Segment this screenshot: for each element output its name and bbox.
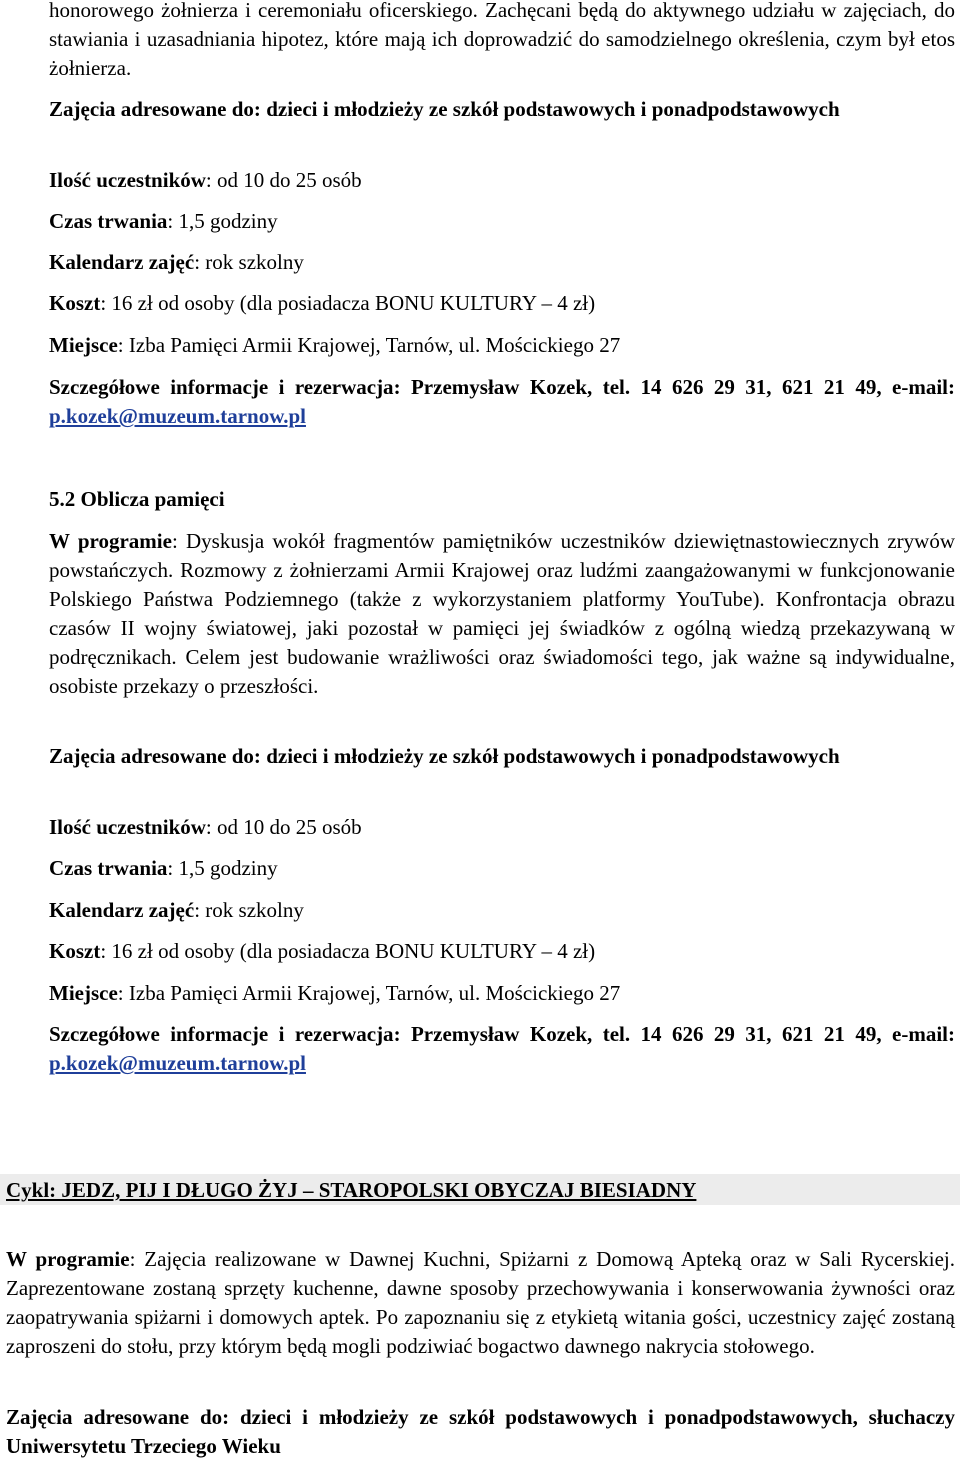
s1-audience <box>49 95 955 124</box>
s1-place-value: : Izba Pamięci Armii Krajowej, Tarnów, ul. Mościckiego 27 <box>117 333 621 357</box>
s2-audience <box>49 742 955 771</box>
s2-program <box>49 527 955 701</box>
s2-cost-label: Koszt <box>49 939 101 963</box>
s2-cost-value: : 16 zł od osoby (dla posiadacza BONU KULTURY – 4 zł) <box>100 939 596 963</box>
s2-program-text: : Dyskusja wokół fragmentów pamiętników uczestników dziewiętnastowiecznych zrywów powstańczych. Rozmowy z żołnierzami Armii Krajowej oraz ludźmi zaangażowanymi w funkcjonowanie Polskiego Państwa Podziemnego (także z wykorzystaniem platformy YouTube). Konfrontacja obrazu czasów II wojny światowej, jaki pozostał w pamięci jej świadków z ogólną wiedzą przekazywaną w podręcznikach. Celem jest budowanie wrażliwości oraz świadomości tego, jak ważne są indywidualne, osobiste przekazy o przeszłości. <box>49 529 955 698</box>
cycle-audience-value: dzieci i młodzieży ze szkół podstawowych i ponadpodstawowych, słuchaczy Uniwersytetu Trzeciego Wieku <box>6 1405 956 1458</box>
s2-calendar-label: Kalendarz zajęć <box>49 898 195 922</box>
s1-cost-label: Koszt <box>49 291 101 315</box>
s2-duration-value: : 1,5 godziny <box>167 856 278 880</box>
cycle-program <box>6 1245 955 1361</box>
s2-participants-label: Ilość uczestników <box>49 815 206 839</box>
s2-duration <box>49 854 278 883</box>
s1-email-link[interactable]: p.kozek@muzeum.tarnow.pl <box>49 404 306 428</box>
s2-calendar-value: : rok szkolny <box>194 898 304 922</box>
s2-heading: 5.2 Oblicza pamięci <box>49 487 225 511</box>
s1-place <box>49 331 620 360</box>
s1-info-value: : Przemysław Kozek, tel. 14 626 29 31, 621 21 49, e-mail: <box>393 375 955 399</box>
s1-duration <box>49 207 278 236</box>
cycle-program-text: : Zajęcia realizowane w Dawnej Kuchni, Spiżarni z Domową Apteką oraz w Sali Rycerskiej. Zaprezentowane zostaną sprzęty kuchenne, dawne sposoby przechowywania i konserwowania żywności oraz zaopatrywania spiżarni i domowych aptek. Po zapoznaniu się z etykietą witania gości, uczestnicy zajęć zostaną zaproszeni do stołu, przy którym będą mogli podziwiać bogactwo dawnego nakrycia stołowego. <box>6 1247 956 1358</box>
s2-audience-value: dzieci i młodzieży ze szkół podstawowych i ponadpodstawowych <box>266 744 840 768</box>
intro-paragraph: honorowego żołnierza i ceremoniału oficerskiego. Zachęcani będą do aktywnego udziału w zajęciach, do stawiania i uzasadniania hipotez, które mają ich doprowadzić do samodzielnego określenia, czym był etos żołnierza. <box>49 0 955 80</box>
s2-participants-value: : od 10 do 25 osób <box>205 815 362 839</box>
s2-participants <box>49 813 362 842</box>
s2-cost <box>49 937 595 966</box>
s2-duration-label: Czas trwania <box>49 856 168 880</box>
s2-email-link[interactable]: p.kozek@muzeum.tarnow.pl <box>49 1051 306 1075</box>
s1-duration-label: Czas trwania <box>49 209 168 233</box>
s1-audience-value: dzieci i młodzieży ze szkół podstawowych i ponadpodstawowych <box>266 97 840 121</box>
s2-audience-label: Zajęcia adresowane do: <box>49 744 261 768</box>
s2-info-value: : Przemysław Kozek, tel. 14 626 29 31, 621 21 49, e-mail: <box>393 1022 955 1046</box>
cycle-program-label: W programie <box>6 1247 130 1271</box>
s1-participants-label: Ilość uczestników <box>49 168 206 192</box>
cycle-audience <box>6 1403 955 1461</box>
s2-place-label: Miejsce <box>49 981 118 1005</box>
s1-calendar-value: : rok szkolny <box>194 250 304 274</box>
s1-place-label: Miejsce <box>49 333 118 357</box>
s2-place <box>49 979 620 1008</box>
s2-place-value: : Izba Pamięci Armii Krajowej, Tarnów, ul. Mościckiego 27 <box>117 981 621 1005</box>
s2-info-label: Szczegółowe informacje i rezerwacja <box>49 1022 394 1046</box>
s1-cost <box>49 289 595 318</box>
s1-participants <box>49 166 362 195</box>
s2-program-label: W programie <box>49 529 172 553</box>
s1-duration-value: : 1,5 godziny <box>167 209 278 233</box>
s1-participants-value: : od 10 do 25 osób <box>205 168 362 192</box>
cycle-title: Cykl: JEDZ, PIJ I DŁUGO ŻYJ – STAROPOLSKI OBYCZAJ BIESIADNY <box>6 1178 697 1202</box>
s1-audience-label: Zajęcia adresowane do: <box>49 97 261 121</box>
s1-cost-value: : 16 zł od osoby (dla posiadacza BONU KULTURY – 4 zł) <box>100 291 596 315</box>
s1-info-label: Szczegółowe informacje i rezerwacja <box>49 375 394 399</box>
cycle-audience-label: Zajęcia adresowane do: <box>6 1405 230 1429</box>
s1-info <box>49 373 955 431</box>
s2-calendar <box>49 896 304 925</box>
s2-info <box>49 1020 955 1078</box>
s1-calendar <box>49 248 304 277</box>
s1-calendar-label: Kalendarz zajęć <box>49 250 195 274</box>
